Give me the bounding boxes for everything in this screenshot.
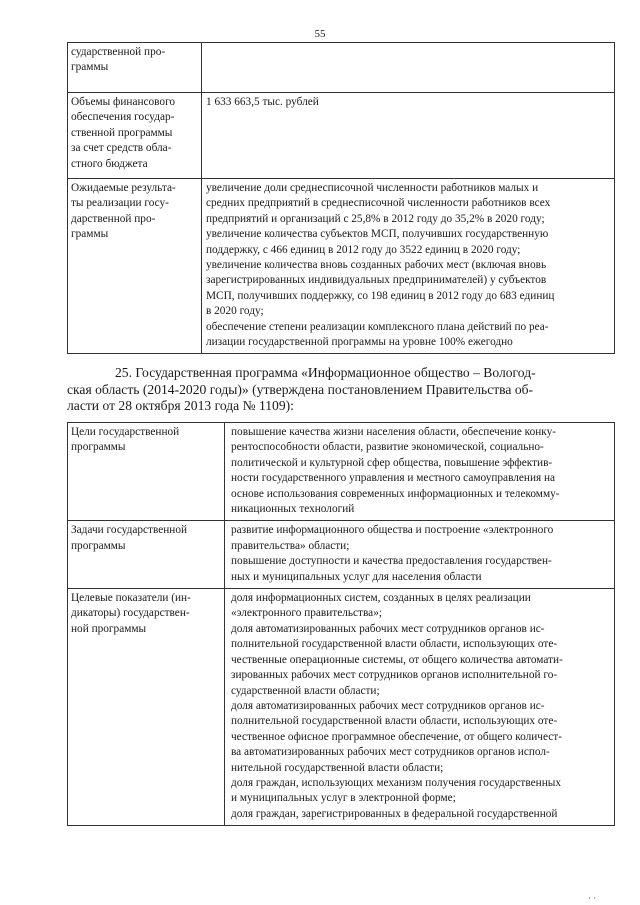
table-row <box>68 179 615 354</box>
row-label <box>68 93 202 179</box>
text-line: доля автоматизированных рабочих мест сотрудников органов ис- <box>231 622 545 635</box>
corner-mark: · · <box>588 893 597 903</box>
text-line: граммы <box>71 228 109 241</box>
text-line: никационных технологий <box>231 503 355 516</box>
text-line: средних предприятий в среднесписочной численности работников всех <box>206 197 551 210</box>
text-line: чественные операционные системы, от общего количества автомати- <box>231 653 563 666</box>
text-line: увеличение количества субъектов МСП, получивших государственную <box>206 228 549 241</box>
text-line: повышение доступности и качества предоставления государствен- <box>231 555 552 568</box>
text-line: развитие информационного общества и построение «электронного <box>231 524 554 537</box>
text-line: полнительной государственной власти области, использующих оте- <box>231 638 558 651</box>
heading-line: 25. Государственная программа «Информационное общество – Вологод- <box>115 365 536 380</box>
text-line: доля информационных систем, созданных в целях реализации <box>231 592 531 605</box>
text-line: увеличение доли среднесписочной численности работников малых и <box>206 182 539 194</box>
table-row <box>68 589 615 826</box>
text-line: дикаторы) государствен- <box>71 607 190 620</box>
text-line: дарственной про- <box>71 212 156 225</box>
row-content <box>202 43 615 93</box>
text-line: ты реализации госу- <box>71 197 169 210</box>
heading-line: ская область (2014-2020 годы)» (утверждена постановлением Правительства об- <box>67 381 534 397</box>
text-line: ности государственного управления и местного самоуправления на <box>231 472 556 485</box>
text-line: зарегистрированных индивидуальных предпринимателей) у субъектов <box>206 274 547 287</box>
text-line: программы <box>71 539 126 552</box>
text-line: доля граждан, зарегистрированных в федеральной государственной <box>231 807 558 820</box>
row-content <box>225 521 615 589</box>
text-line: зированных рабочих мест сотрудников органов исполнительной го- <box>231 669 558 682</box>
heading-line: ласти от 28 октября 2013 года № 1109): <box>67 398 294 413</box>
text-line: Цели государственной <box>71 426 180 438</box>
text-line: Задачи государственной <box>71 524 188 537</box>
text-line: Целевые показатели (ин- <box>71 592 191 605</box>
text-line: увеличение количества вновь созданных рабочих мест (включая вновь <box>206 259 547 272</box>
text-line: ва автоматизированных рабочих мест сотрудников органов испол- <box>231 746 550 759</box>
program-passport-table <box>67 422 615 826</box>
text-line: политической и культурной сфер общества, повышение эффектив- <box>231 456 553 469</box>
text-line: нительной государственной власти области; <box>231 761 444 774</box>
text-line: чественное офисное программное обеспечение, от общего количест- <box>231 730 562 743</box>
text-line: программы <box>71 441 126 454</box>
row-content <box>202 179 615 354</box>
text-line: полнительной государственной власти области, использующих оте- <box>231 715 558 728</box>
text-line: «электронного правительства»; <box>231 607 382 620</box>
text-line: МСП, получивших поддержку, со 198 единиц в 2012 году до 683 единиц <box>206 289 555 302</box>
table-row <box>68 43 615 93</box>
table-row <box>68 521 615 589</box>
text-line: граммы <box>71 61 109 74</box>
row-content <box>225 589 615 826</box>
text-line: Объемы финансового <box>71 96 176 108</box>
text-line: поддержку, с 466 единиц в 2012 году до 3522 единиц в 2020 году; <box>206 243 521 256</box>
text-line: сударственной про- <box>71 46 166 58</box>
row-content <box>202 93 615 179</box>
text-line: доля автоматизированных рабочих мест сотрудников органов ис- <box>231 699 545 712</box>
program-heading <box>67 365 615 415</box>
text-line: ственной программы <box>71 126 173 139</box>
text-line: обеспечения государ- <box>71 111 175 124</box>
passport-table-continued <box>67 42 615 354</box>
text-line: ных и муниципальных услуг для населения области <box>231 570 482 583</box>
text-line: лизации государственной программы на уровне 100% ежегодно <box>206 336 513 349</box>
text-line: ной программы <box>71 622 147 635</box>
row-label <box>68 521 225 589</box>
text-line: в 2020 году; <box>206 305 264 318</box>
text-line: сударственной власти области; <box>231 684 380 697</box>
text-line: за счет средств обла- <box>71 142 172 155</box>
text-line: основе использования современных информационных и телекомму- <box>231 487 560 500</box>
text-line: доля граждан, использующих механизм получения государственных <box>231 776 561 789</box>
text-line: и муниципальных услуг в электронной форме; <box>231 792 456 805</box>
text-line: обеспечение степени реализации комплексного плана действий по реа- <box>206 320 549 333</box>
text-line: правительства» области; <box>231 539 350 552</box>
row-content <box>225 423 615 521</box>
text-line: рентоспособности области, развитие экономической, социально- <box>231 441 544 454</box>
row-label <box>68 423 225 521</box>
row-label <box>68 43 202 93</box>
text-line: предприятий и организаций с 25,8% в 2012 году до 35,2% в 2020 году; <box>206 212 545 225</box>
row-label <box>68 589 225 826</box>
text-line: 1 633 663,5 тыс. рублей <box>206 96 319 108</box>
text-line: повышение качества жизни населения области, обеспечение конку- <box>231 426 557 438</box>
row-label <box>68 179 202 354</box>
page-number: 55 <box>314 28 326 40</box>
text-line: стного бюджета <box>71 157 148 170</box>
table-row <box>68 423 615 521</box>
table-row <box>68 93 615 179</box>
text-line: Ожидаемые результа- <box>71 182 176 194</box>
